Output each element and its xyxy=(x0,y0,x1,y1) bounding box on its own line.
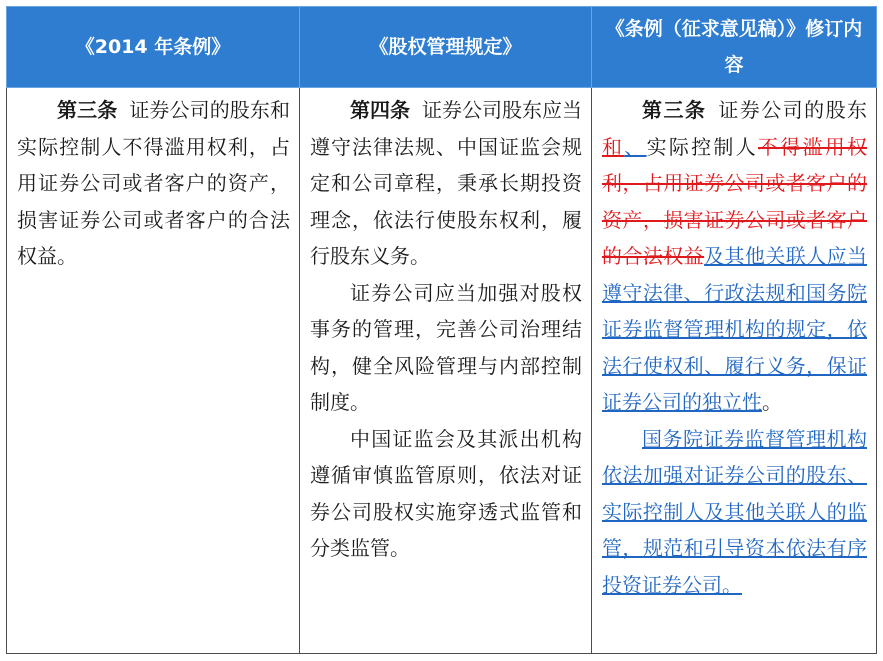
paragraph xyxy=(310,92,582,275)
inserted-text: 国务院证券监督管理机构依法加强对证券公司的股东、实际控制人及其他关联人的监管，规范和引导资本依法有序投资证券公司。 xyxy=(602,426,867,597)
header-draft-revision: 《条例（征求意见稿）》修订内容 xyxy=(592,7,877,88)
header-2014-regulation: 《2014 年条例》 xyxy=(7,7,300,88)
cell-2014-regulation xyxy=(7,88,300,654)
cell-draft-revision xyxy=(592,88,877,654)
content-row xyxy=(7,88,877,654)
unchanged-text: 。 xyxy=(762,390,782,414)
paragraph xyxy=(602,92,867,421)
paragraph: 中国证监会及其派出机构遵循审慎监管原则，依法对证券公司股权实施穿透式监管和分类监管。 xyxy=(310,426,582,560)
inserted-text: 及其他关联人应当遵守法律、行政法规和国务院证券监督管理机构的规定，依法行使权利、履行义务，保证证券公司的独立性 xyxy=(602,244,868,414)
article-number: 第三条 xyxy=(642,98,707,122)
paragraph xyxy=(602,421,867,604)
paragraph xyxy=(17,92,290,275)
unchanged-text: 证券公司的股东 xyxy=(718,98,868,122)
inserted-text: 、 xyxy=(624,134,647,159)
deleted-text: 不得滥用权利，占用证券公司或者客户的资产，损害证券公司或者客户的合法权益 xyxy=(602,134,868,268)
article-text: 证券公司的股东和实际控制人不得滥用权利，占用证券公司或者客户的资产，损害证券公司或者客户的合法权益。 xyxy=(17,98,291,268)
article-text: 证券公司股东应当遵守法律法规、中国证监会规定和公司章程，秉承长期投资理念，依法行使股东权利，履行股东义务。 xyxy=(310,98,582,268)
article-number: 第三条 xyxy=(57,98,118,122)
cell-equity-rules xyxy=(300,88,592,654)
deleted-text: 和 xyxy=(602,134,625,159)
comparison-table xyxy=(6,6,877,654)
header-equity-rules: 《股权管理规定》 xyxy=(300,7,592,88)
article-number: 第四条 xyxy=(350,98,410,122)
header-row xyxy=(7,7,877,88)
paragraph: 证券公司应当加强对股权事务的管理，完善公司治理结构，健全风险管理与内部控制制度。 xyxy=(310,280,582,414)
unchanged-text: 实际控制人 xyxy=(646,134,758,159)
